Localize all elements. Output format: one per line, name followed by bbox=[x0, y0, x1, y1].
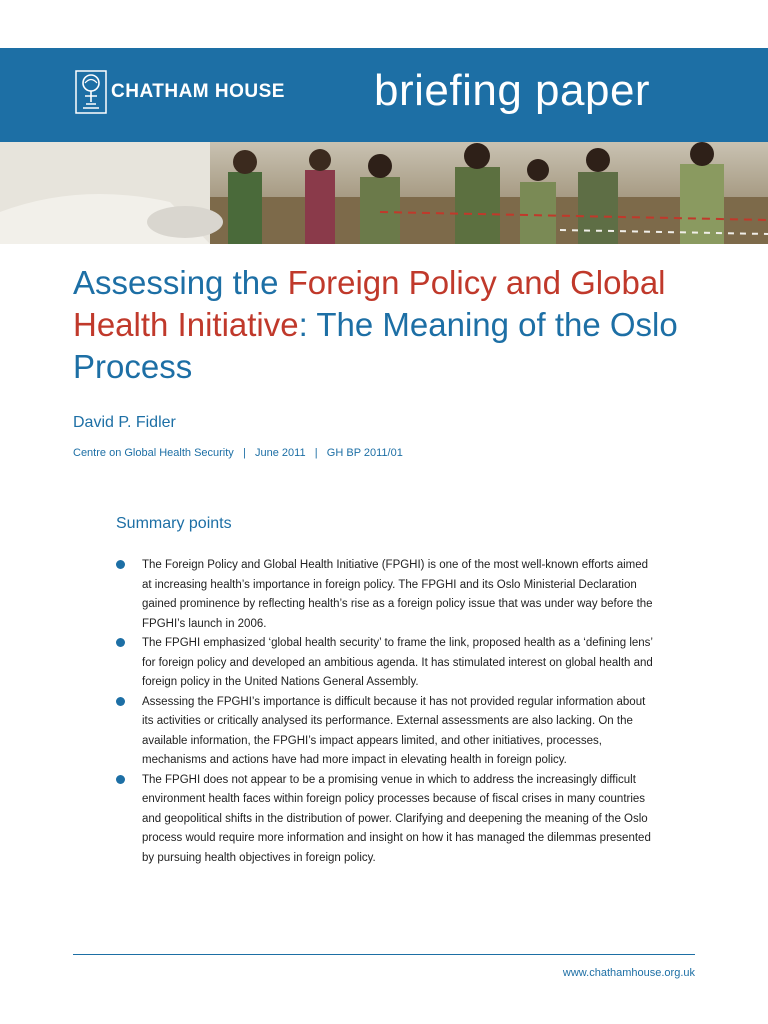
title-part-1: Assessing the bbox=[73, 264, 288, 301]
title-part-3: : The Meaning of the Oslo Process bbox=[73, 306, 678, 385]
summary-point bbox=[116, 556, 656, 634]
document-type: briefing paper bbox=[374, 66, 651, 115]
summary-point bbox=[116, 634, 656, 693]
bullet-icon bbox=[116, 638, 125, 647]
summary-point-text: Assessing the FPGHI’s importance is difficult because it has not provided regular information about its activities or critically analysed its performance. External assessments are also lacking. On the available information, the FPGHI’s impact appears limited, and other initiatives, processes, mechanisms and actions have had more impact in elevating health in foreign policy. bbox=[142, 695, 646, 766]
organization-name: CHATHAM HOUSE bbox=[111, 81, 285, 102]
meta-centre: Centre on Global Health Security bbox=[73, 447, 234, 459]
summary-points-list bbox=[116, 556, 656, 868]
document-title bbox=[73, 262, 713, 388]
header-banner bbox=[0, 48, 768, 142]
title-highlight: Foreign Policy and Global Health Initiative bbox=[73, 264, 666, 343]
footer-divider bbox=[73, 954, 695, 955]
bullet-icon bbox=[116, 775, 125, 784]
meta-date: June 2011 bbox=[255, 447, 306, 459]
document-meta bbox=[73, 447, 403, 459]
bullet-icon bbox=[116, 697, 125, 706]
page-top-margin bbox=[0, 0, 768, 48]
author-name: David P. Fidler bbox=[73, 414, 176, 431]
summary-point-text: The FPGHI emphasized ‘global health security’ to frame the link, proposed health as a ‘defining lens’ for foreign policy and developed an ambitious agenda. It has stimulated interest on global health and foreign policy in the United Nations General Assembly. bbox=[142, 637, 653, 688]
summary-point-text: The FPGHI does not appear to be a promising venue in which to address the increasingly difficult environment health faces within foreign policy processes because of fiscal crises in many countries and geopolitical shifts in the distribution of power. Clarifying and deepening the meaning of the Oslo process would require more information and insight on how it has managed the dilemmas presented by pursuing health objectives in foreign policy. bbox=[142, 773, 651, 864]
bullet-icon bbox=[116, 560, 125, 569]
summary-heading: Summary points bbox=[116, 515, 232, 532]
chatham-house-crest-icon bbox=[75, 70, 107, 114]
header-photo bbox=[0, 142, 768, 244]
meta-separator: | bbox=[314, 447, 318, 459]
meta-separator: | bbox=[242, 447, 246, 459]
meta-ref: GH BP 2011/01 bbox=[326, 447, 403, 459]
footer-website-link[interactable]: www.chathamhouse.org.uk bbox=[562, 967, 695, 979]
summary-point-text: The Foreign Policy and Global Health Initiative (FPGHI) is one of the most well-known efforts aimed at increasing health’s importance in foreign policy. The FPGHI and its Oslo Ministerial Declaration gained prominence by reflecting health’s rise as a foreign policy issue that was under way before the FPGHI’s launch in 2006. bbox=[142, 559, 653, 630]
summary-point bbox=[116, 771, 656, 869]
summary-point bbox=[116, 693, 656, 771]
